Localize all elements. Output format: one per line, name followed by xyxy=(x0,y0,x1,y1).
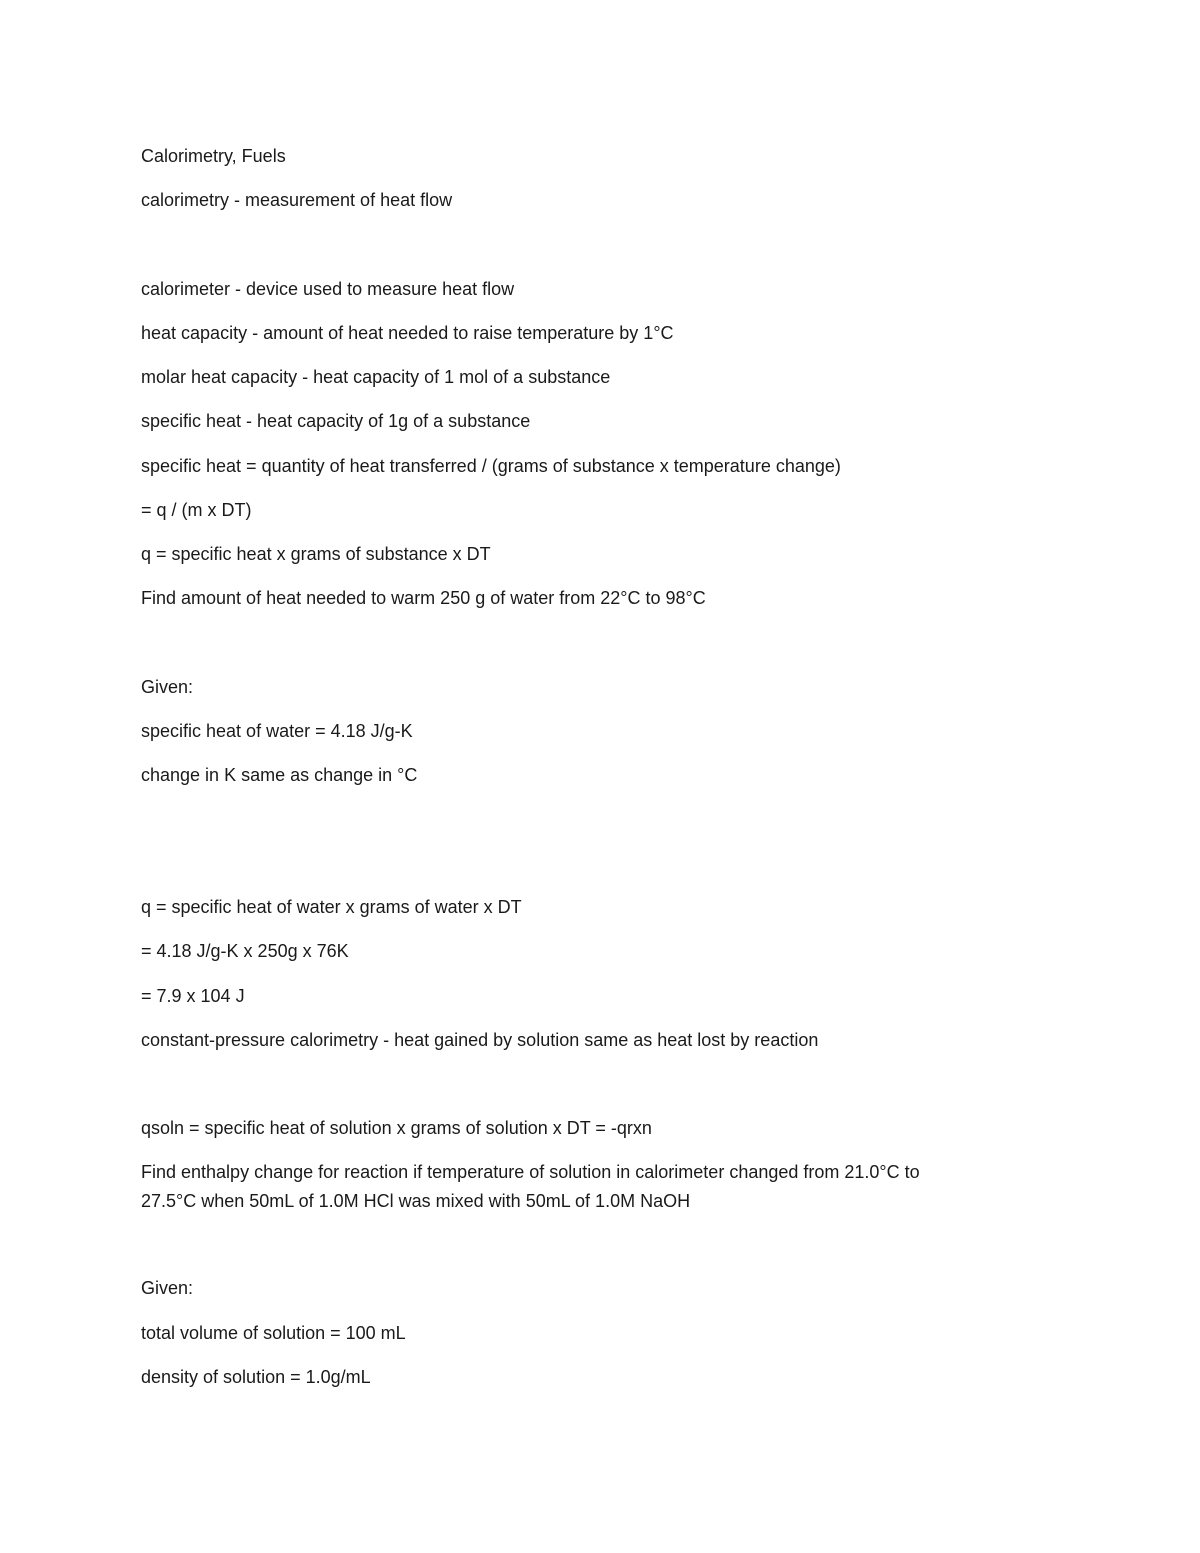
given-specific-heat-water: specific heat of water = 4.18 J/g-K xyxy=(141,721,413,741)
example-problem-2-line-2: 27.5°C when 50mL of 1.0M HCl was mixed with 50mL of 1.0M NaOH xyxy=(141,1191,691,1211)
definition-specific-heat: specific heat - heat capacity of 1g of a substance xyxy=(141,411,531,431)
given-heading-2: Given: xyxy=(141,1278,194,1298)
formula-specific-heat: specific heat = quantity of heat transferred / (grams of substance x temperature change) xyxy=(141,456,841,476)
given-total-volume: total volume of solution = 100 mL xyxy=(141,1323,406,1343)
document-title: Calorimetry, Fuels xyxy=(141,146,286,166)
solution-step-2: = 4.18 J/g-K x 250g x 76K xyxy=(141,941,349,961)
solution-step-1: q = specific heat of water x grams of water x DT xyxy=(141,897,522,917)
definition-heat-capacity: heat capacity - amount of heat needed to raise temperature by 1°C xyxy=(141,323,674,343)
given-density: density of solution = 1.0g/mL xyxy=(141,1367,371,1387)
example-problem-2-line-1: Find enthalpy change for reaction if temperature of solution in calorimeter changed from 21.0°C to xyxy=(141,1162,920,1182)
definition-constant-pressure: constant-pressure calorimetry - heat gained by solution same as heat lost by reaction xyxy=(141,1030,819,1050)
formula-specific-heat-short: = q / (m x DT) xyxy=(141,500,252,520)
formula-qsoln: qsoln = specific heat of solution x grams of solution x DT = -qrxn xyxy=(141,1118,652,1138)
given-heading-1: Given: xyxy=(141,677,194,697)
example-problem-1: Find amount of heat needed to warm 250 g of water from 22°C to 98°C xyxy=(141,588,706,608)
given-kelvin-note: change in K same as change in °C xyxy=(141,765,418,785)
definition-molar-heat-capacity: molar heat capacity - heat capacity of 1 mol of a substance xyxy=(141,367,611,387)
definition-calorimetry: calorimetry - measurement of heat flow xyxy=(141,190,453,210)
formula-q: q = specific heat x grams of substance x DT xyxy=(141,544,491,564)
definition-calorimeter: calorimeter - device used to measure heat flow xyxy=(141,279,515,299)
solution-result: = 7.9 x 104 J xyxy=(141,986,245,1006)
